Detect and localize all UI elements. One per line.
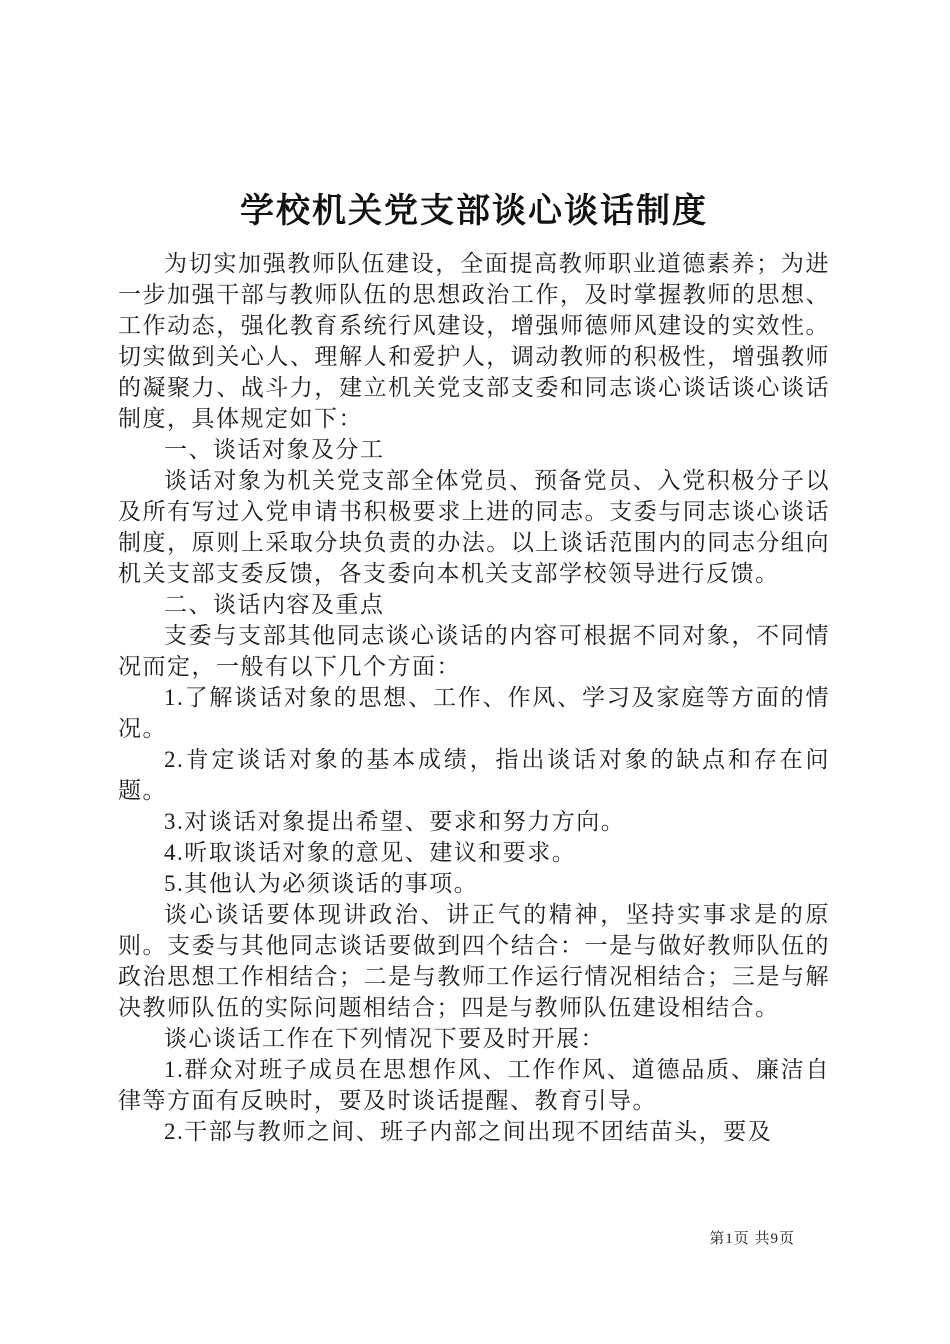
paragraph: 3.对谈话对象提出希望、要求和努力方向。 — [164, 809, 626, 834]
paragraph: 谈心谈话要体现讲政治、讲正气的精神，坚持实事求是的原则。支委与其他同志谈话要做到四个结合：一是与做好教师队伍的政治思想工作相结合；二是与教师工作运行情况相结合；三是与解决教师队伍的实际问题相结合；四是与教师队伍建设相结合。 — [118, 902, 830, 1020]
paragraph: 2.肯定谈话对象的基本成绩，指出谈话对象的缺点和存在问题。 — [118, 747, 830, 803]
paragraph: 为切实加强教师队伍建设，全面提高教师职业道德素养；为进一步加强干部与教师队伍的思想政治工作，及时掌握教师的思想、工作动态，强化教育系统行风建设，增强师德师风建设的实效性。切实做到关心人、理解人和爱护人，调动教师的积极性，增强教师的凝聚力、战斗力，建立机关党支部支委和同志谈心谈话谈心谈话制度，具体规定如下： — [118, 251, 830, 431]
paragraph: 二、谈话内容及重点 — [164, 592, 385, 617]
document-title: 学校机关党支部谈心谈话制度 — [240, 193, 708, 230]
paragraph: 1.群众对班子成员在思想作风、工作作风、道德品质、廉洁自律等方面有反映时，要及时谈话提醒、教育引导。 — [118, 1057, 830, 1113]
paragraph: 1.了解谈话对象的思想、工作、作风、学习及家庭等方面的情况。 — [118, 685, 830, 741]
paragraph: 一、谈话对象及分工 — [164, 437, 385, 462]
paragraph: 谈心谈话工作在下列情况下要及时开展： — [164, 1026, 605, 1051]
paragraph: 5.其他认为必须谈话的事项。 — [164, 871, 479, 896]
paragraph: 4.听取谈话对象的意见、建议和要求。 — [164, 840, 577, 865]
paragraph: 谈话对象为机关党支部全体党员、预备党员、入党积极分子以及所有写过入党申请书积极要求上进的同志。支委与同志谈心谈话制度，原则上采取分块负责的办法。以上谈话范围内的同志分组向机关支部支委反馈，各支委向本机关支部学校领导进行反馈。 — [118, 468, 830, 586]
paragraph: 2.干部与教师之间、班子内部之间出现不团结苗头，要及 — [164, 1119, 773, 1144]
page-number-footer: 第1页 共9页 — [709, 1231, 795, 1247]
paragraph: 支委与支部其他同志谈心谈话的内容可根据不同对象，不同情况而定，一般有以下几个方面： — [118, 623, 830, 679]
document-body — [118, 248, 830, 1147]
